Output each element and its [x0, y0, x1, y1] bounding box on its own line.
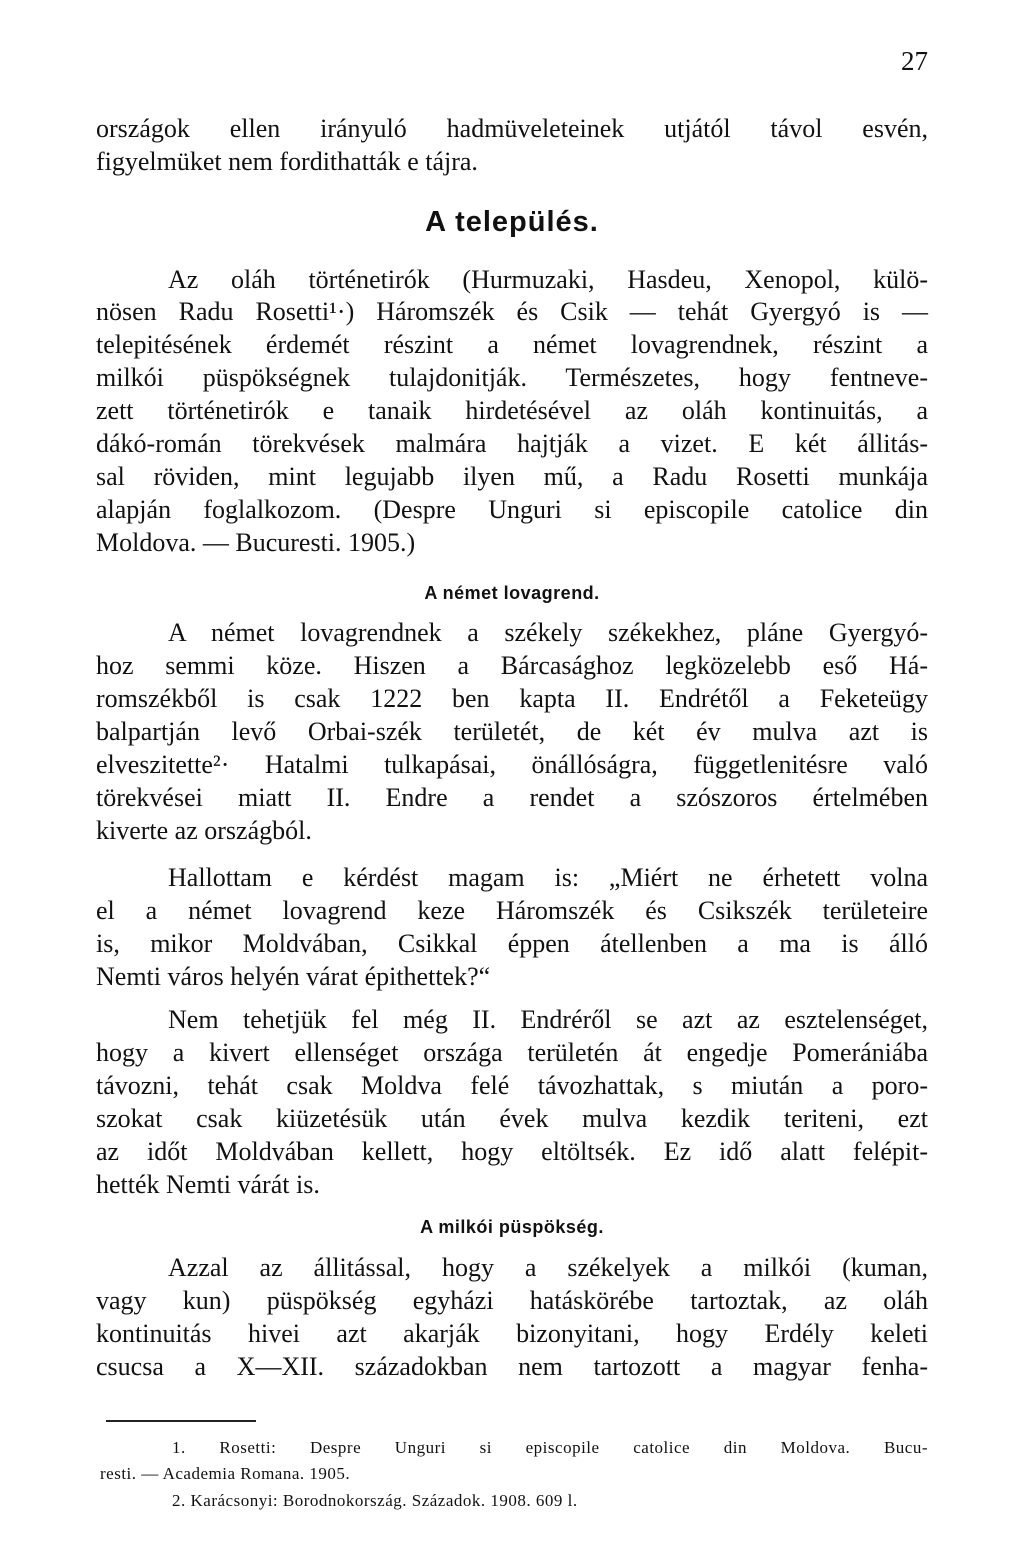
text-line: nösen Radu Rosetti¹·) Háromszék és Csik — tehát Gyergyó is —: [96, 297, 928, 326]
footnote-rule: [106, 1420, 256, 1422]
text-line: Moldova. — Bucuresti. 1905.): [96, 528, 416, 557]
text-line: zett történetirók e tanaik hirdetésével az oláh kontinuitás, a: [96, 396, 928, 425]
text-line: Hallottam e kérdést magam is: „Miért ne érhetett volna: [168, 863, 928, 892]
subsection-heading: A német lovagrend.: [424, 583, 600, 603]
page-body: [96, 0, 928, 1553]
text-line: hoz semmi köze. Hiszen a Bárcasághoz legközelebb eső Há-: [96, 651, 928, 680]
text-line: romszékből is csak 1222 ben kapta II. Endrétől a Feketeügy: [96, 684, 928, 713]
footnote-line: 2. Karácsonyi: Borodnokország. Századok. 1908. 609 l.: [172, 1491, 578, 1510]
text-line: kontinuitás hivei azt akarják bizonyitani, hogy Erdély keleti: [96, 1319, 928, 1348]
page-number: 27: [901, 46, 928, 76]
text-line: milkói püspökségnek tulajdonitják. Természetes, hogy fentneve-: [96, 363, 928, 392]
text-line: hogy a kivert ellenséget országa területén át engedje Pomerániába: [96, 1038, 928, 1067]
text-line: el a német lovagrend keze Háromszék és Csikszék területeire: [96, 896, 928, 925]
text-line: telepitésének érdemét részint a német lovagrendnek, részint a: [96, 330, 928, 359]
text-line: távozni, tehát csak Moldva felé távozhattak, s miután a poro-: [96, 1071, 928, 1100]
text-line: országok ellen irányuló hadmüveleteinek utjától távol esvén,: [96, 114, 928, 143]
footnote-line: resti. — Academia Romana. 1905.: [100, 1464, 351, 1483]
text-line: figyelmüket nem fordithatták e tájra.: [96, 147, 478, 176]
text-line: csucsa a X—XII. századokban nem tartozott a magyar fenha-: [96, 1352, 928, 1381]
text-line: hették Nemti várát is.: [96, 1170, 320, 1199]
text-line: sal röviden, mint legujabb ilyen mű, a Radu Rosetti munkája: [96, 462, 928, 491]
text-line: balpartján levő Orbai-szék területét, de két év mulva azt is: [96, 717, 928, 746]
footnote-line: 1. Rosetti: Despre Unguri si episcopile catolice din Moldova. Bucu-: [172, 1438, 928, 1457]
text-line: kiverte az országból.: [96, 816, 312, 845]
text-line: szokat csak kiüzetésük után évek mulva kezdik teriteni, ezt: [96, 1104, 928, 1133]
text-line: is, mikor Moldvában, Csikkal éppen átellenben a ma is álló: [96, 929, 928, 958]
text-line: az időt Moldvában kellett, hogy eltöltsék. Ez idő alatt felépit-: [96, 1137, 928, 1166]
text-line: alapján foglalkozom. (Despre Unguri si episcopile catolice din: [96, 495, 928, 524]
section-heading: A település.: [425, 206, 599, 238]
text-line: dákó-román törekvések malmára hajtják a vizet. E két állitás-: [96, 429, 928, 458]
text-line: vagy kun) püspökség egyházi hatáskörébe tartoztak, az oláh: [96, 1286, 928, 1315]
text-line: Azzal az állitással, hogy a székelyek a milkói (kuman,: [168, 1253, 928, 1282]
text-line: törekvései miatt II. Endre a rendet a szószoros értelmében: [96, 783, 928, 812]
text-line: elveszitette²· Hatalmi tulkapásai, önállóságra, függetlenitésre való: [96, 750, 928, 779]
text-line: A német lovagrendnek a székely székekhez, pláne Gyergyó-: [168, 618, 928, 647]
subsection-heading: A milkói püspökség.: [420, 1217, 604, 1237]
text-line: Nemti város helyén várat épithettek?“: [96, 962, 491, 991]
text-line: Nem tehetjük fel még II. Endréről se azt az esztelenséget,: [168, 1005, 928, 1034]
text-line: Az oláh történetirók (Hurmuzaki, Hasdeu, Xenopol, külö-: [168, 265, 928, 294]
